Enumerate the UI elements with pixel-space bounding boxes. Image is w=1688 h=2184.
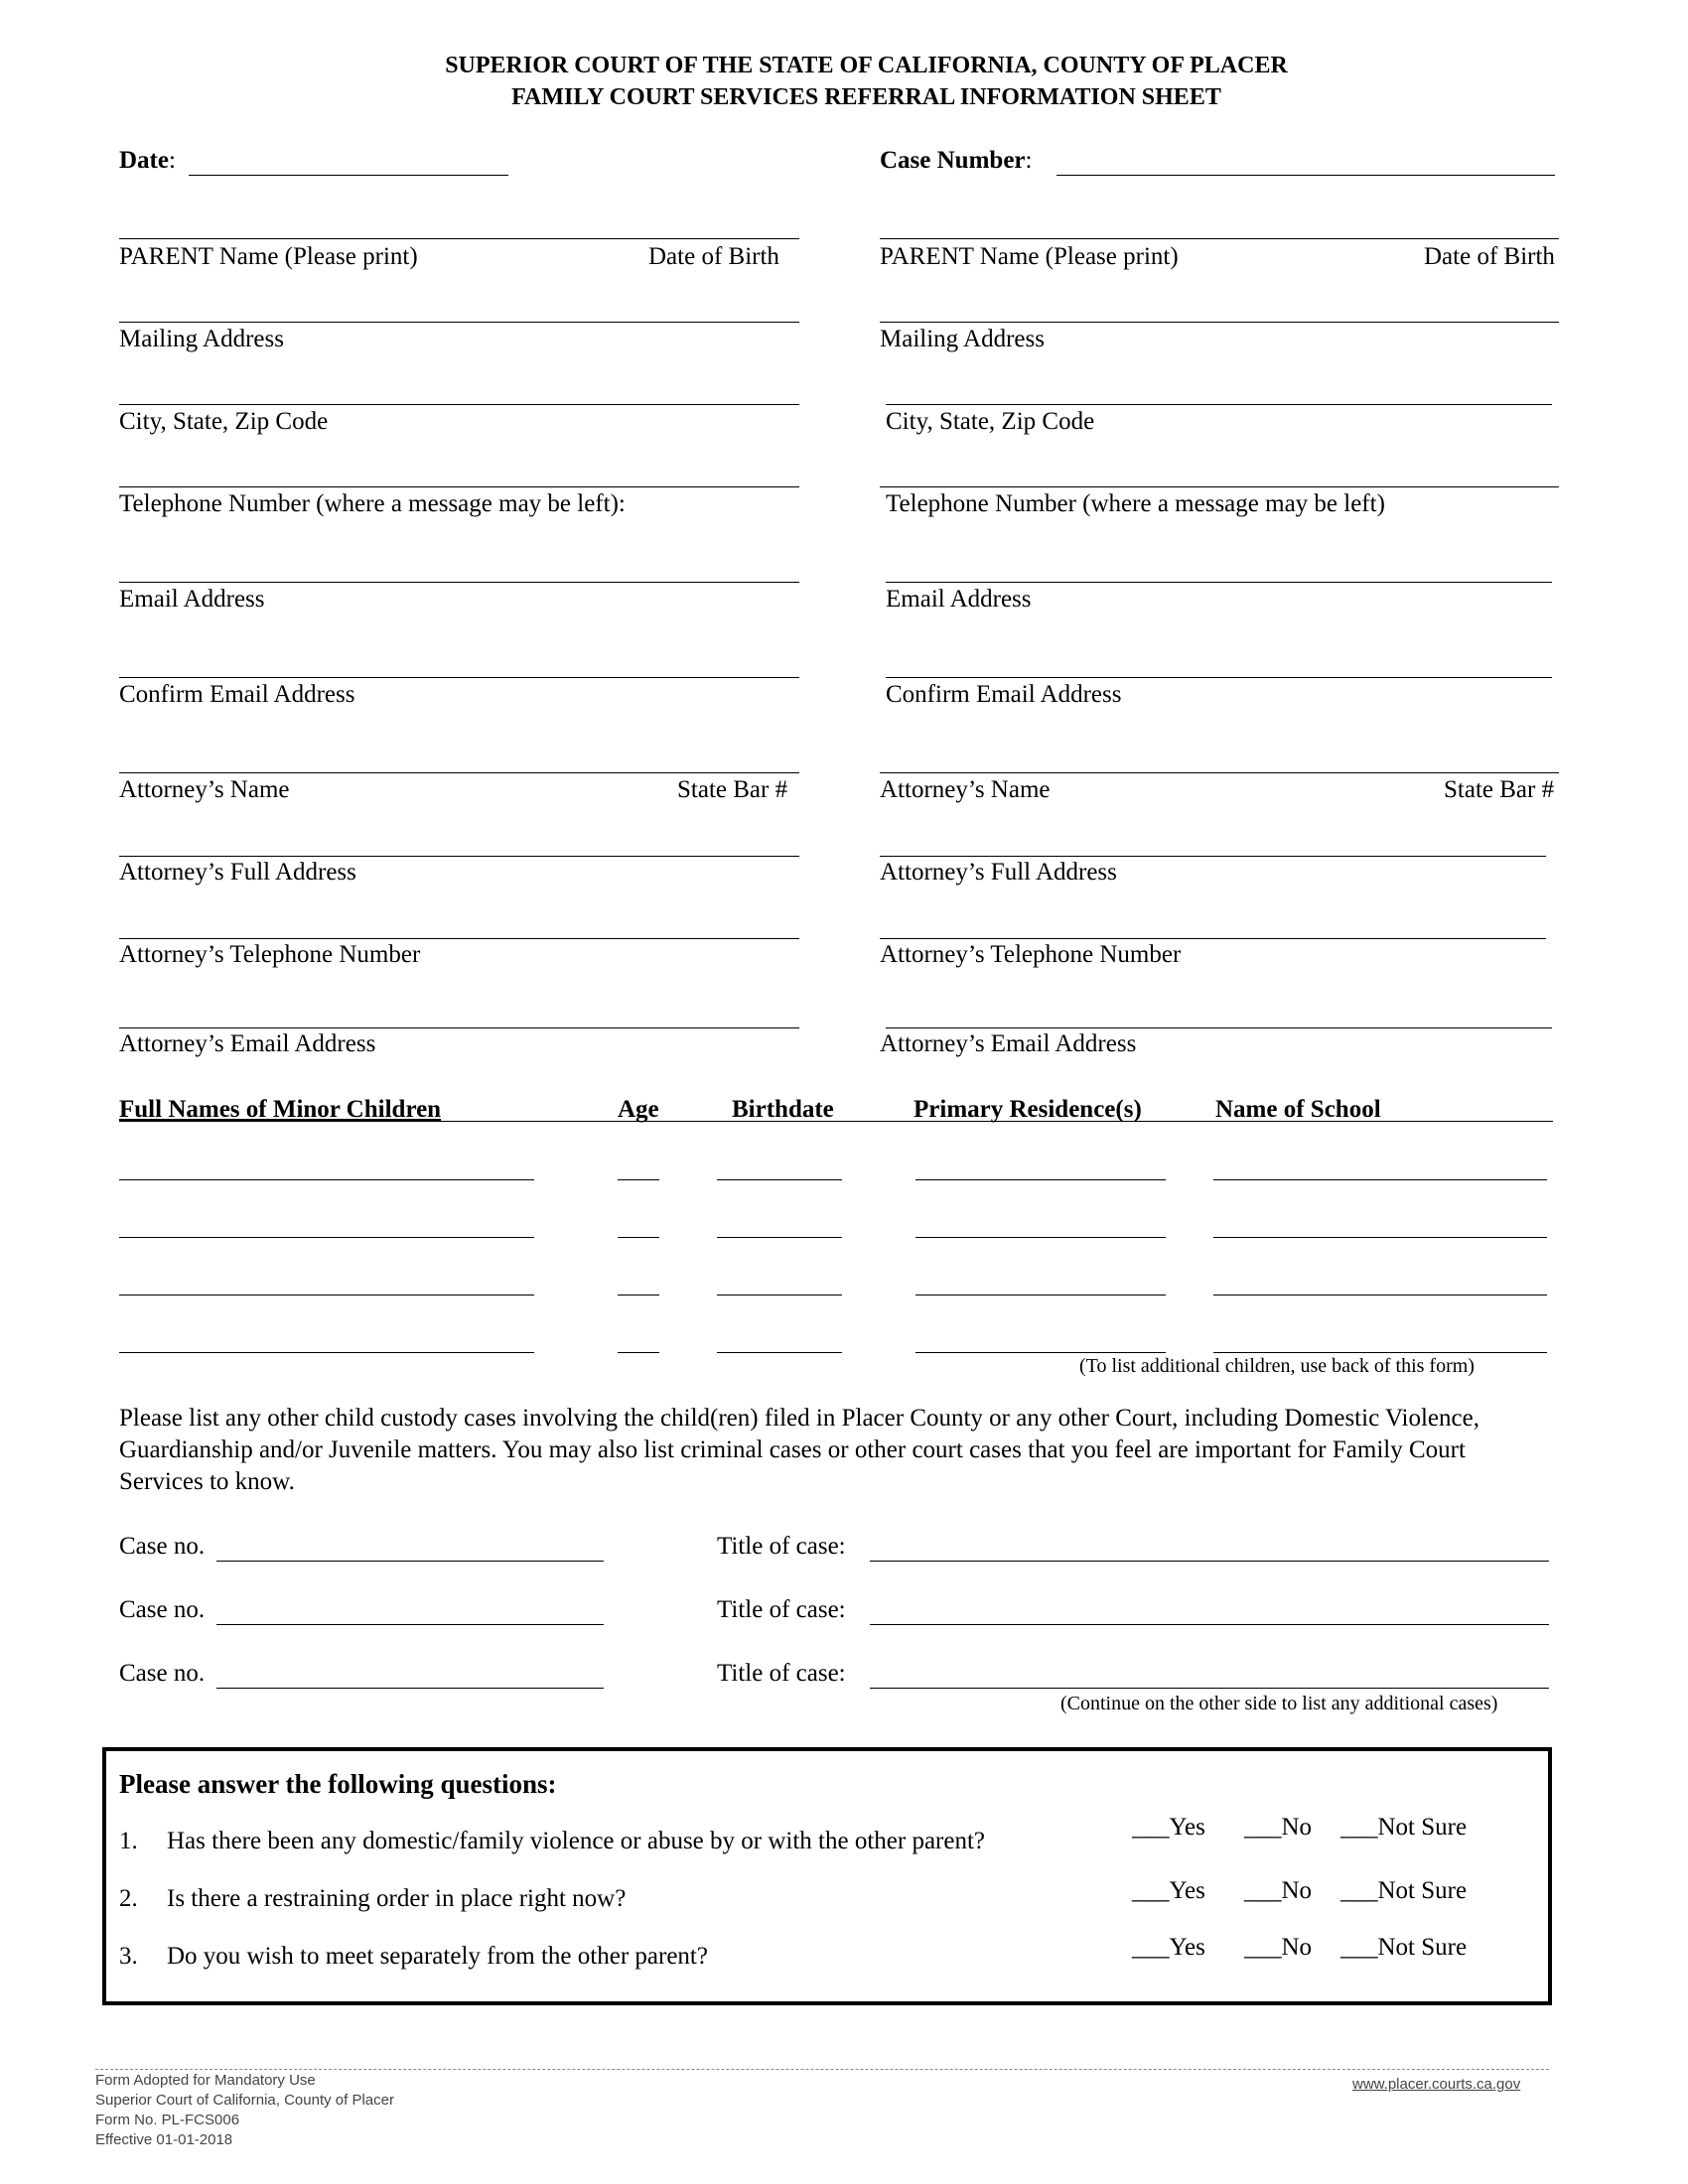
left-parent-name-field[interactable] xyxy=(119,238,799,239)
case-title-field-1[interactable] xyxy=(870,1561,1549,1562)
right-email-field[interactable] xyxy=(886,582,1552,583)
right-telephone-label: Telephone Number (where a message may be left) xyxy=(886,490,1385,517)
left-city-label: City, State, Zip Code xyxy=(119,408,329,435)
footer-line-1: Form Adopted for Mandatory Use xyxy=(95,2072,316,2089)
right-parent-name-label: PARENT Name (Please print) xyxy=(880,243,1179,270)
children-header-age: Age xyxy=(618,1096,659,1123)
children-header-birthdate: Birthdate xyxy=(732,1096,834,1123)
right-mailing-address-label: Mailing Address xyxy=(880,326,1045,352)
question-2-yes[interactable]: ___Yes xyxy=(1132,1877,1205,1904)
right-attorney-address-label: Attorney’s Full Address xyxy=(880,859,1117,886)
case-title-label-2: Title of case: xyxy=(717,1596,846,1623)
child-3-name-field[interactable] xyxy=(119,1295,534,1296)
child-3-age-field[interactable] xyxy=(618,1295,659,1296)
question-2-text: Is there a restraining order in place right now? xyxy=(167,1885,627,1912)
right-attorney-address-field[interactable] xyxy=(880,856,1546,857)
child-3-residence-field[interactable] xyxy=(915,1295,1166,1296)
left-attorney-email-field[interactable] xyxy=(119,1027,799,1028)
case-no-field-2[interactable] xyxy=(216,1624,604,1625)
continue-cases-note: (Continue on the other side to list any additional cases) xyxy=(1060,1693,1498,1714)
left-attorney-phone-label: Attorney’s Telephone Number xyxy=(119,941,421,968)
footer-line-3: Form No. PL-FCS006 xyxy=(95,2112,240,2128)
left-attorney-phone-field[interactable] xyxy=(119,938,799,939)
case-number-label: Case Number: xyxy=(880,147,1033,174)
question-1-not-sure[interactable]: ___Not Sure xyxy=(1340,1814,1468,1841)
case-title-field-2[interactable] xyxy=(870,1624,1549,1625)
children-header-residence: Primary Residence(s) xyxy=(914,1096,1142,1123)
child-4-name-field[interactable] xyxy=(119,1352,534,1353)
left-confirm-email-field[interactable] xyxy=(119,677,799,678)
left-city-field[interactable] xyxy=(119,404,799,405)
right-attorney-email-label: Attorney’s Email Address xyxy=(880,1030,1137,1057)
right-attorney-name-label: Attorney’s Name xyxy=(880,776,1051,803)
date-label: Date: xyxy=(119,147,176,174)
left-mailing-address-label: Mailing Address xyxy=(119,326,284,352)
child-1-name-field[interactable] xyxy=(119,1179,534,1180)
question-3-text: Do you wish to meet separately from the other parent? xyxy=(167,1943,708,1970)
child-3-school-field[interactable] xyxy=(1213,1295,1547,1296)
children-header-school: Name of School xyxy=(1215,1096,1381,1123)
case-no-field-1[interactable] xyxy=(216,1561,604,1562)
children-header-name: Full Names of Minor Children xyxy=(119,1096,442,1123)
form-title-line2: FAMILY COURT SERVICES REFERRAL INFORMATION SHEET xyxy=(511,84,1221,110)
right-mailing-address-field[interactable] xyxy=(880,322,1559,323)
case-title-label-3: Title of case: xyxy=(717,1660,846,1687)
right-confirm-email-field[interactable] xyxy=(886,677,1552,678)
case-no-field-3[interactable] xyxy=(216,1688,604,1689)
child-2-birthdate-field[interactable] xyxy=(717,1237,842,1238)
right-attorney-phone-label: Attorney’s Telephone Number xyxy=(880,941,1182,968)
footer-rule xyxy=(95,2069,1549,2070)
form-title-line1: SUPERIOR COURT OF THE STATE OF CALIFORNIA, COUNTY OF PLACER xyxy=(445,53,1288,78)
left-attorney-name-field[interactable] xyxy=(119,772,799,773)
left-mailing-address-field[interactable] xyxy=(119,322,799,323)
child-1-age-field[interactable] xyxy=(618,1179,659,1180)
left-attorney-address-field[interactable] xyxy=(119,856,799,857)
questions-heading: Please answer the following questions: xyxy=(119,1769,557,1799)
question-3-not-sure[interactable]: ___Not Sure xyxy=(1340,1934,1468,1961)
child-4-birthdate-field[interactable] xyxy=(717,1352,842,1353)
left-confirm-email-label: Confirm Email Address xyxy=(119,681,355,708)
child-1-school-field[interactable] xyxy=(1213,1179,1547,1180)
right-attorney-phone-field[interactable] xyxy=(880,938,1546,939)
child-1-birthdate-field[interactable] xyxy=(717,1179,842,1180)
question-1-number: 1. xyxy=(119,1828,138,1854)
right-attorney-email-field[interactable] xyxy=(886,1027,1552,1028)
case-no-label-1: Case no. xyxy=(119,1533,206,1560)
left-telephone-label: Telephone Number (where a message may be left): xyxy=(119,490,626,517)
footer-line-2: Superior Court of California, County of Placer xyxy=(95,2092,394,2109)
child-2-residence-field[interactable] xyxy=(915,1237,1166,1238)
question-3-yes[interactable]: ___Yes xyxy=(1132,1934,1205,1961)
child-4-school-field[interactable] xyxy=(1213,1352,1547,1353)
question-2-not-sure[interactable]: ___Not Sure xyxy=(1340,1877,1468,1904)
right-telephone-field[interactable] xyxy=(880,486,1559,487)
right-city-label: City, State, Zip Code xyxy=(886,408,1095,435)
right-attorney-name-field[interactable] xyxy=(880,772,1559,773)
left-attorney-name-label: Attorney’s Name xyxy=(119,776,290,803)
question-1-no[interactable]: ___No xyxy=(1244,1814,1313,1841)
case-title-field-3[interactable] xyxy=(870,1688,1549,1689)
child-3-birthdate-field[interactable] xyxy=(717,1295,842,1296)
left-state-bar-label: State Bar # xyxy=(677,776,788,803)
right-city-field[interactable] xyxy=(886,404,1552,405)
other-cases-instructions: Please list any other child custody cases involving the child(ren) filed in Placer County or any other Court, including Domestic Violence, Guardianship and/or Juvenile matters. You may also list criminal cases or other court cases that you feel are important for Family Court Services to know. xyxy=(119,1405,1479,1495)
question-2-no[interactable]: ___No xyxy=(1244,1877,1313,1904)
question-3-no[interactable]: ___No xyxy=(1244,1934,1313,1961)
child-2-school-field[interactable] xyxy=(1213,1237,1547,1238)
children-header-rule xyxy=(119,1121,1553,1122)
left-email-field[interactable] xyxy=(119,582,799,583)
date-field[interactable] xyxy=(189,175,508,176)
child-2-age-field[interactable] xyxy=(618,1237,659,1238)
right-parent-name-field[interactable] xyxy=(880,238,1559,239)
right-state-bar-label: State Bar # xyxy=(1444,776,1555,803)
question-3-number: 3. xyxy=(119,1943,138,1970)
left-attorney-email-label: Attorney’s Email Address xyxy=(119,1030,376,1057)
case-number-field[interactable] xyxy=(1056,175,1555,176)
question-1-text: Has there been any domestic/family violence or abuse by or with the other parent? xyxy=(167,1828,986,1854)
question-2-number: 2. xyxy=(119,1885,138,1912)
footer-website-link[interactable]: www.placer.courts.ca.gov xyxy=(1352,2076,1521,2093)
left-telephone-field[interactable] xyxy=(119,486,799,487)
left-parent-name-label: PARENT Name (Please print) xyxy=(119,243,418,270)
right-dob-label: Date of Birth xyxy=(1424,243,1555,270)
child-1-residence-field[interactable] xyxy=(915,1179,1166,1180)
case-title-label-1: Title of case: xyxy=(717,1533,846,1560)
left-attorney-address-label: Attorney’s Full Address xyxy=(119,859,356,886)
child-4-residence-field[interactable] xyxy=(915,1352,1166,1353)
right-email-label: Email Address xyxy=(886,586,1032,613)
case-no-label-2: Case no. xyxy=(119,1596,206,1623)
question-1-yes[interactable]: ___Yes xyxy=(1132,1814,1205,1841)
left-email-label: Email Address xyxy=(119,586,265,613)
left-dob-label: Date of Birth xyxy=(648,243,779,270)
additional-children-note: (To list additional children, use back of this form) xyxy=(1079,1355,1475,1377)
case-no-label-3: Case no. xyxy=(119,1660,206,1687)
child-2-name-field[interactable] xyxy=(119,1237,534,1238)
footer-line-4: Effective 01-01-2018 xyxy=(95,2131,233,2148)
right-confirm-email-label: Confirm Email Address xyxy=(886,681,1122,708)
child-4-age-field[interactable] xyxy=(618,1352,659,1353)
